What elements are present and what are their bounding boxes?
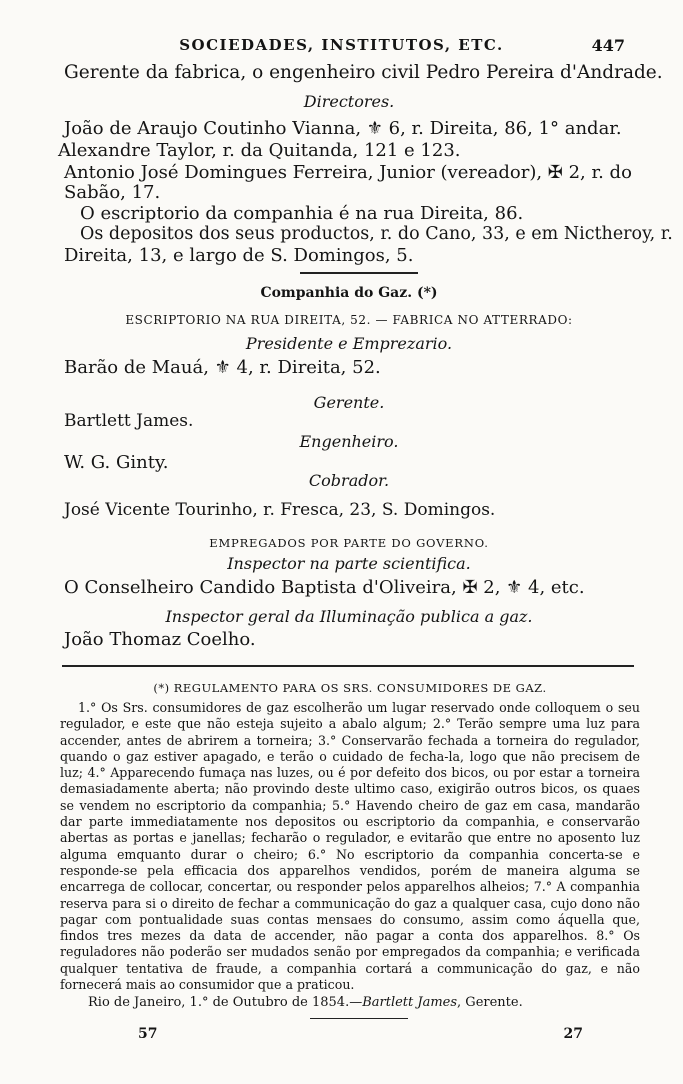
directores-heading: Directores. <box>303 92 395 111</box>
signature-mark-right: 27 <box>563 1026 583 1042</box>
director-line: Alexandre Taylor, r. da Quitanda, 121 e 123. <box>58 140 461 161</box>
footnote-divider <box>62 665 634 667</box>
inspector-geral-heading: Inspector geral da Illuminação publica a gaz. <box>165 607 533 626</box>
cobrador-name: José Vicente Tourinho, r. Fresca, 23, S. Domingos. <box>64 500 496 520</box>
gaz-company-title: Companhia do Gaz. (*) <box>260 285 438 301</box>
engenheiro-heading: Engenheiro. <box>299 432 399 451</box>
empregados-heading: EMPREGADOS POR PARTE DO GOVERNO. <box>209 536 489 550</box>
regulamento-signature <box>60 995 640 1011</box>
page-number: 447 <box>591 36 625 55</box>
engenheiro-name: W. G. Ginty. <box>64 452 169 473</box>
inspector-geral-name: João Thomaz Coelho. <box>64 629 256 650</box>
presidente-name: Barão de Mauá, ⚜ 4, r. Direita, 52. <box>64 357 381 378</box>
signature-mark-left: 57 <box>138 1026 158 1042</box>
presidente-heading: Presidente e Emprezario. <box>245 334 453 353</box>
page-header <box>0 36 683 56</box>
depositos-line: Os depositos dos seus productos, r. do Cano, 33, e em Nictheroy, r. <box>80 224 673 244</box>
regulamento-text-block <box>60 700 640 1012</box>
signature-name: Bartlett James <box>362 995 458 1011</box>
signature-place: Rio de Janeiro, 1.° de Outubro de 1854.— <box>88 995 363 1011</box>
running-title: SOCIEDADES, INSTITUTOS, ETC. <box>179 36 504 54</box>
regulamento-title: (*) REGULAMENTO PARA OS SRS. CONSUMIDORES DE GAZ. <box>153 681 547 695</box>
depositos-line: Direita, 13, e largo de S. Domingos, 5. <box>64 245 414 266</box>
section-divider <box>300 272 418 274</box>
director-line: Sabão, 17. <box>64 182 161 203</box>
regulamento-text: 1.° Os Srs. consumidores de gaz escolherão um lugar reservado onde colloquem o seu regulador, e este que não esteja sujeito a abalo algum; 2.° Terão sempre uma luz para accender, antes de abrirem a torneira; 3.° Conservarão fechada a torneira do regulador, quando o gaz estiver apagado, e terão o cuidado de fecha-la, logo que não precisem de luz; 4.° Apparecendo fumaça nas luzes, ou é por defeito dos bicos, ou por estar a torneira demasiadamente aberta; não provindo deste ultimo caso, exigirão outros bicos, os quaes se vendem no escriptorio da companhia; 5.° Havendo cheiro de gaz em casa, mandarão dar parte immediatamente nos depositos ou escriptorio da companhia, e conservarão abertas as portas e janellas; fecharão o regulador, e evitarão que entre no aposento luz alguma emquanto durar o cheiro; 6.° No escriptorio da companhia concerta-se e responde-se pela efficacia dos apparelhos vendidos, porém de maneira alguma se encarrega de collocar, concertar, ou responder pelos apparelhos alheios; 7.° A companhia reserva para si o direito de fechar a communicação do gaz a qualquer casa, cujo dono não pagar com pontualidade suas contas mensaes do consumo, assim como áquella que, findos tres mezes da data de accender, não pagar a conta dos apparelhos. 8.° Os reguladores não poderão ser mudados senão por empregados da companhia; e verificada qualquer tentativa de fraude, a companhia cortará a communicação do gaz, e não fornecerá mais ao consumidor que a praticou. <box>60 700 640 993</box>
gaz-address-line: ESCRIPTORIO NA RUA DIREITA, 52. — FABRICA NO ATTERRADO: <box>125 313 573 327</box>
gerente-name: Bartlett James. <box>64 411 194 431</box>
inspector-name: O Conselheiro Candido Baptista d'Oliveira, ✠ 2, ⚜ 4, etc. <box>64 577 585 598</box>
cobrador-heading: Cobrador. <box>308 471 390 490</box>
inspector-heading: Inspector na parte scientifica. <box>227 554 471 573</box>
escriptorio-line: O escriptorio da companhia é na rua Direita, 86. <box>80 203 524 224</box>
director-line: Antonio José Domingues Ferreira, Junior (vereador), ✠ 2, r. do <box>64 162 632 183</box>
fabrica-gerente-line: Gerente da fabrica, o engenheiro civil Pedro Pereira d'Andrade. <box>64 62 663 83</box>
footer-divider <box>310 1018 408 1019</box>
signature-role: , Gerente. <box>457 995 523 1011</box>
director-line: João de Araujo Coutinho Vianna, ⚜ 6, r. Direita, 86, 1° andar. <box>64 118 622 139</box>
gerente-heading: Gerente. <box>313 393 385 412</box>
